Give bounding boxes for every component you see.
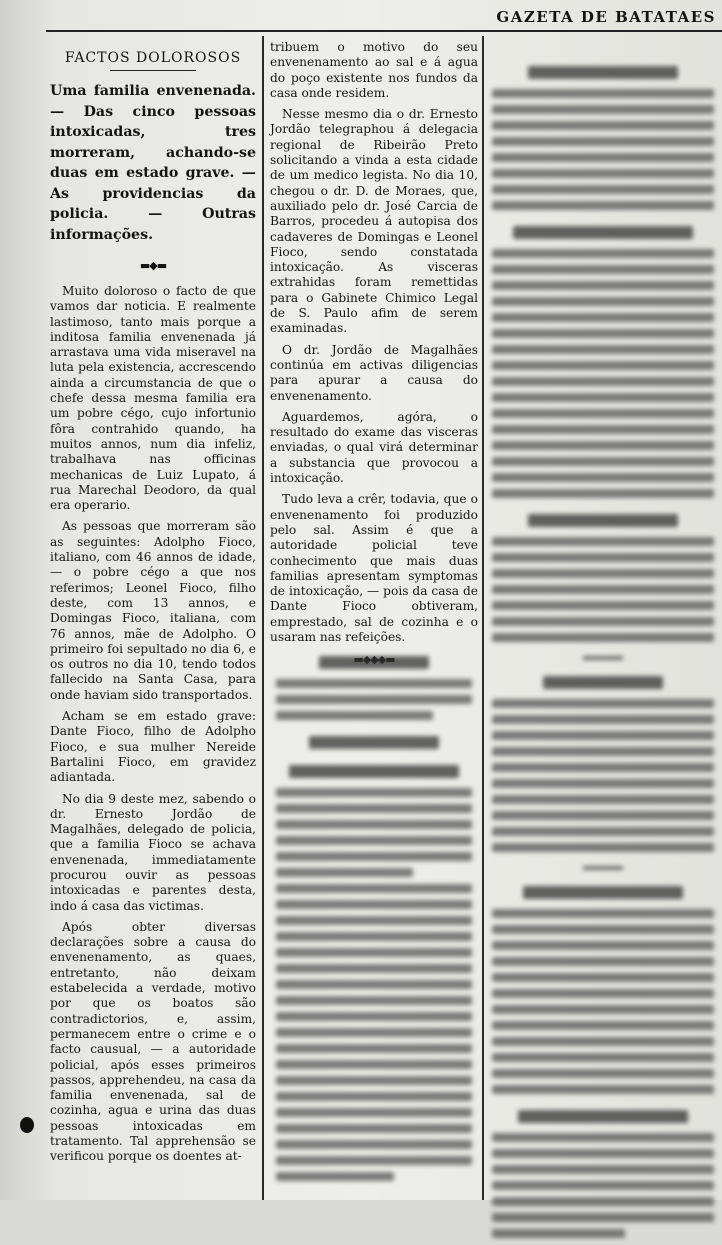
article-deck: Uma familia envenenada. — Das cinco pessoas intoxicadas, tres morreram, achando-se duas em estado grave. — As providencias da policia. — Outras informações.: [50, 83, 256, 243]
ornament-divider: ▬◆▬: [139, 259, 167, 272]
ink-blot: [20, 1117, 34, 1133]
paragraph: As pessoas que morreram são as seguintes: Adolpho Fioco, italiano, com 46 annos de idade, — o pobre cégo a que nos referimos; Leonel Fioco, filho deste, com 13 annos, e Domingas Fioco, italiana, com 76 annos, mãe de Adolpho. O primeiro foi sepultado no dia 6, e os outros no dia 10, tendo todos fallecido na Santa Casa, para onde haviam sido transportados.: [50, 519, 256, 702]
paragraph: Após obter diversas declarações sobre a causa do envenenamento, as quaes, entretanto, não deixam estabelecida a verdade, motivo por que os boatos são contradictorios, e, assim, permanecem entre o crime e o facto causual, — a autoridade policial, após esses primeiros passos, apprehendeu, na casa da familia envenenada, sal de cozinha, agua e urina das duas pessoas intoxicadas em tratamento. Tal apprehensão se verificou porque os doentes at-: [50, 919, 256, 1164]
paragraph: Aguardemos, agóra, o resultado do exame das visceras enviadas, o qual virá determinar a substancia que provocou a intoxicação.: [270, 409, 478, 486]
blurred-column-region: [492, 50, 714, 1245]
paragraph: Nesse mesmo dia o dr. Ernesto Jordão telegraphou á delegacia regional de Ribeirão Preto solicitando a vinda a esta cidade de um medico legista. No dia 10, chegou o dr. D. de Moraes, que, auxiliado pelo dr. José Carcia de Barros, procedeu á autopisa dos cadaveres de Domingas e Leonel Fioco, sendo constatada intoxicação. As visceras extrahidas foram remettidas para o Gabinete Chimico Legal de S. Paulo afim de serem examinadas.: [270, 107, 478, 336]
column-divider: [262, 36, 264, 1200]
article-headline: FACTOS DOLOROSOS: [64, 50, 242, 66]
paragraph: Muito doloroso o facto de que vamos dar noticia. E realmente lastimoso, tanto mais porque a inditosa familia envenenada já arrastava uma vida miseravel na luta pela existencia, accrescendo ainda a circumstancia de que o chefe dessa mesma familia era um pobre cégo, cujo infortunio fôra contrahido quando, ha muitos annos, num dia infeliz, trabalhava nas officinas mechanicas de Luiz Lupato, á rua Marechal Deodoro, da qual era operario.: [50, 284, 256, 513]
paragraph: Acham se em estado grave: Dante Fioco, filho de Adolpho Fioco, e sua mulher Nereide Bartalini Fioco, em gravidez adiantada.: [50, 709, 256, 785]
blurred-column-region: [276, 640, 472, 1188]
paragraph: tribuem o motivo do seu envenenamento ao sal e á agua do poço existente nos fundos da casa onde residem.: [270, 40, 478, 100]
article-column-1: [50, 40, 256, 1171]
paragraph: O dr. Jordão de Magalhães continúa em activas diligencias para apurar a causa do envenenamento.: [270, 342, 478, 403]
paragraph: No dia 9 deste mez, sabendo o dr. Ernesto Jordão de Magalhães, delegado de policia, que a familia Fioco se achava envenenada, immediatamente procurou ouvir as pessoas intoxicadas e parentes desta, indo á casa das victimas.: [50, 791, 256, 913]
paragraph: Tudo leva a crêr, todavia, que o envenenamento foi produzido pelo sal. Assim é que a autoridade policial teve conhecimento que mais duas familias apresentam symptomas de intoxicação, — pois da casa de Dante Fioco obtiveram, emprestado, sal de cozinha e o usaram nas refeições.: [270, 492, 478, 644]
top-rule: [46, 30, 722, 32]
headline-rule: [110, 70, 196, 71]
article-column-2: [270, 40, 478, 666]
column-divider: [482, 36, 484, 1200]
masthead: GAZETA DE BATATAES: [496, 8, 716, 26]
